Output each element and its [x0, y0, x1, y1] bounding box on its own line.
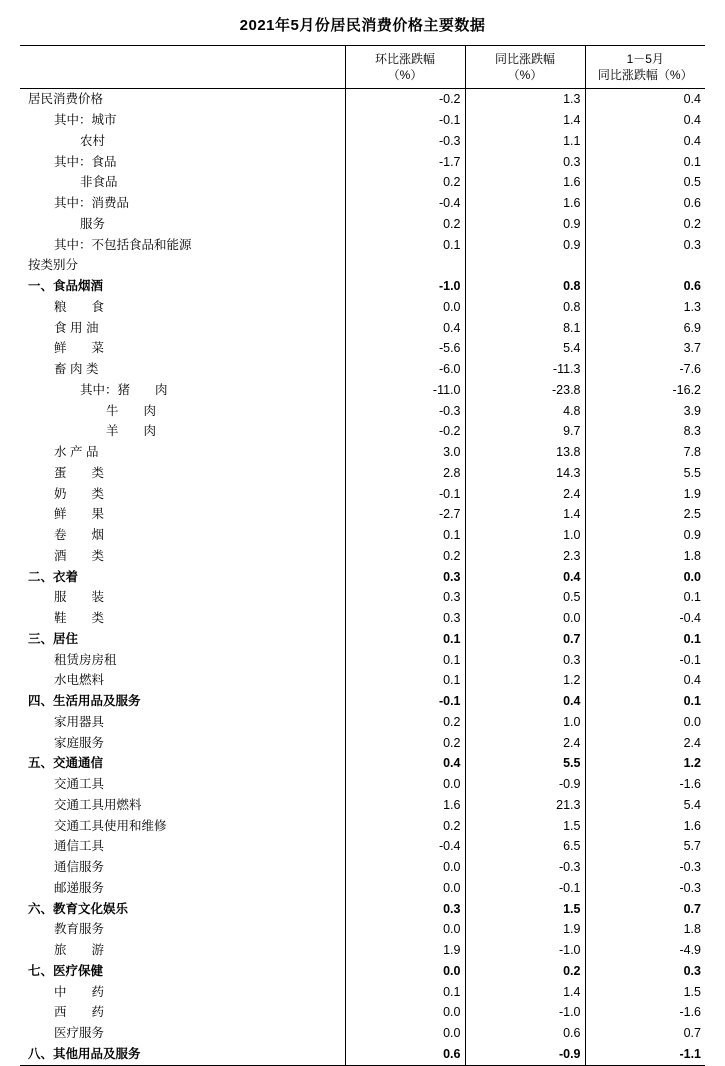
table-row [20, 878, 705, 899]
row-value-ytd: 0.5 [683, 175, 701, 190]
row-label-text: 鲜 果 [54, 507, 105, 522]
row-label [20, 401, 345, 422]
row-label-text: 蛋 类 [54, 465, 105, 480]
row-value-mom: 0.0 [345, 297, 465, 318]
row-label [20, 546, 345, 567]
row-label [20, 442, 345, 463]
row-value-ytd: 0.1 [683, 694, 701, 709]
row-value-ytd: 1.8 [683, 548, 701, 563]
row-value-mom: 3.0 [345, 442, 465, 463]
row-value-ytd: 2.4 [683, 735, 701, 750]
row-value-ytd: 0.1 [683, 590, 701, 605]
row-value-yoy: 0.5 [465, 587, 585, 608]
row-value-yoy: 1.5 [465, 899, 585, 920]
row-value-yoy: 0.4 [465, 691, 585, 712]
row-label-text: 五、交通通信 [28, 756, 104, 771]
column-header-ytd-line1: 1－5月 [626, 52, 664, 66]
row-label [20, 1044, 345, 1065]
row-label-text: 其中：城市 [54, 113, 117, 128]
row-value-mom: 0.2 [345, 712, 465, 733]
table-row [20, 982, 705, 1003]
row-label-text: 交通工具用燃料 [54, 797, 142, 812]
table-row [20, 525, 705, 546]
row-label [20, 380, 345, 401]
row-value-mom: -5.6 [345, 338, 465, 359]
row-value-mom: -0.2 [345, 421, 465, 442]
row-value-ytd: -1.1 [585, 1044, 705, 1065]
row-value-mom: 0.3 [345, 608, 465, 629]
column-header-ytd [585, 46, 705, 89]
row-value-ytd: 0.1 [683, 631, 701, 646]
table-row [20, 608, 705, 629]
row-value-ytd: 0.0 [683, 569, 701, 584]
table-row [20, 318, 705, 339]
table-row [20, 919, 705, 940]
row-value-mom: 0.0 [345, 878, 465, 899]
row-value-mom: -11.0 [345, 380, 465, 401]
row-label-text: 粮 食 [54, 299, 105, 314]
row-label [20, 359, 345, 380]
row-value-ytd [585, 255, 705, 276]
row-label-text: 水电燃料 [54, 673, 105, 688]
table-row [20, 276, 705, 297]
row-value-ytd: 0.4 [683, 133, 701, 148]
row-value-yoy: 1.6 [465, 172, 585, 193]
row-value-yoy: 0.8 [465, 276, 585, 297]
row-label [20, 691, 345, 712]
column-header-yoy [465, 46, 585, 89]
row-value-ytd: 6.9 [683, 320, 701, 335]
table-row [20, 795, 705, 816]
table-row [20, 670, 705, 691]
row-label-text: 其中：消费品 [54, 196, 130, 211]
row-value-ytd: 1.8 [683, 922, 701, 937]
row-value-yoy: 0.8 [465, 297, 585, 318]
row-value-mom: 0.2 [345, 816, 465, 837]
row-value-yoy: 0.0 [465, 608, 585, 629]
row-value-yoy: 5.5 [465, 753, 585, 774]
row-label-text: 西 药 [54, 1005, 105, 1020]
table-row [20, 1002, 705, 1023]
column-header-yoy-line1: 同比涨跌幅 [494, 52, 555, 66]
row-value-ytd: 1.5 [683, 984, 701, 999]
column-header-yoy-line2: （%） [507, 68, 543, 83]
row-value-yoy: 1.3 [465, 89, 585, 110]
row-label [20, 421, 345, 442]
row-value-ytd: 2.5 [683, 507, 701, 522]
table-row [20, 442, 705, 463]
row-label-text: 鲜 菜 [54, 341, 105, 356]
table-row [20, 774, 705, 795]
row-value-ytd: 0.7 [683, 901, 701, 916]
row-label-text: 按类别分 [28, 258, 79, 273]
row-value-yoy: -1.0 [465, 1002, 585, 1023]
row-label-text: 中 药 [54, 984, 105, 999]
row-label [20, 608, 345, 629]
table-row [20, 421, 705, 442]
row-label-text: 农村 [80, 133, 106, 148]
row-label [20, 525, 345, 546]
row-label [20, 836, 345, 857]
row-value-ytd: 0.9 [683, 528, 701, 543]
row-value-yoy: 4.8 [465, 401, 585, 422]
table-row [20, 380, 705, 401]
row-value-yoy: -23.8 [465, 380, 585, 401]
row-value-mom: 0.1 [345, 629, 465, 650]
row-value-yoy: 13.8 [465, 442, 585, 463]
row-value-mom: 1.9 [345, 940, 465, 961]
row-label [20, 297, 345, 318]
row-value-mom: 1.6 [345, 795, 465, 816]
row-value-mom: -0.1 [345, 484, 465, 505]
row-value-mom: 2.8 [345, 463, 465, 484]
table-row [20, 816, 705, 837]
row-label-text: 羊 肉 [106, 424, 157, 439]
row-value-yoy: 0.2 [465, 961, 585, 982]
row-label [20, 1023, 345, 1044]
row-label [20, 899, 345, 920]
table-row [20, 857, 705, 878]
row-value-ytd: 5.7 [683, 839, 701, 854]
row-value-mom: 0.2 [345, 733, 465, 754]
table-row [20, 650, 705, 671]
row-value-mom: 0.3 [345, 899, 465, 920]
row-value-ytd: 3.9 [683, 403, 701, 418]
row-label-text: 家用器具 [54, 714, 105, 729]
row-label-text: 服 装 [54, 590, 105, 605]
row-label-text: 旅 游 [54, 943, 105, 958]
row-value-mom: -0.4 [345, 193, 465, 214]
row-value-yoy: 21.3 [465, 795, 585, 816]
row-value-yoy: -0.9 [465, 1044, 585, 1065]
row-label-text: 其中：不包括食品和能源 [54, 237, 192, 252]
table-row [20, 152, 705, 173]
table-row [20, 235, 705, 256]
column-header-label [20, 46, 345, 89]
row-value-ytd: 0.4 [683, 673, 701, 688]
row-label-text: 非食品 [80, 175, 118, 190]
row-value-mom: 0.4 [345, 753, 465, 774]
table-row [20, 359, 705, 380]
table-row [20, 836, 705, 857]
row-label-text: 牛 肉 [106, 403, 157, 418]
row-value-yoy: 0.3 [465, 650, 585, 671]
row-label [20, 670, 345, 691]
row-label [20, 1002, 345, 1023]
row-label-text: 奶 类 [54, 486, 105, 501]
row-value-yoy: 1.4 [465, 982, 585, 1003]
row-value-ytd: 1.9 [683, 486, 701, 501]
row-label-text: 医疗服务 [54, 1026, 105, 1041]
row-value-ytd: 0.4 [683, 92, 701, 107]
row-label [20, 857, 345, 878]
row-label [20, 110, 345, 131]
row-value-ytd: 1.3 [683, 299, 701, 314]
row-label [20, 131, 345, 152]
column-header-mom-line2: （%） [387, 68, 423, 83]
row-label-text: 通信工具 [54, 839, 105, 854]
row-value-ytd: -4.9 [679, 943, 701, 958]
row-label [20, 172, 345, 193]
row-label-text: 交通工具使用和维修 [54, 818, 167, 833]
row-value-yoy: 6.5 [465, 836, 585, 857]
row-value-mom: 0.0 [345, 1023, 465, 1044]
column-header-ytd-line2: 同比涨跌幅（%） [597, 68, 693, 83]
row-value-yoy: 0.7 [465, 629, 585, 650]
row-value-mom: -1.0 [345, 276, 465, 297]
row-value-yoy: 1.6 [465, 193, 585, 214]
table-header-row [20, 46, 705, 89]
row-value-yoy: 1.4 [465, 110, 585, 131]
row-value-ytd: -0.1 [679, 652, 701, 667]
row-value-mom: -0.1 [345, 691, 465, 712]
table-row [20, 712, 705, 733]
row-value-mom: 0.0 [345, 961, 465, 982]
table-row [20, 567, 705, 588]
row-label-text: 畜 肉 类 [54, 362, 99, 377]
table-row [20, 110, 705, 131]
row-label [20, 940, 345, 961]
row-value-mom: 0.0 [345, 857, 465, 878]
row-label-text: 卷 烟 [54, 528, 105, 543]
table-row [20, 733, 705, 754]
row-label-text: 四、生活用品及服务 [28, 694, 141, 709]
row-label-text: 居民消费价格 [28, 92, 104, 107]
table-row [20, 172, 705, 193]
row-value-mom: -6.0 [345, 359, 465, 380]
row-label [20, 214, 345, 235]
row-label-text: 六、教育文化娱乐 [28, 901, 129, 916]
table-row [20, 1044, 705, 1065]
row-label [20, 463, 345, 484]
row-label [20, 982, 345, 1003]
row-label [20, 484, 345, 505]
cpi-data-table [20, 45, 705, 1066]
row-value-mom: 0.1 [345, 670, 465, 691]
table-row [20, 1023, 705, 1044]
row-value-ytd: -1.6 [679, 777, 701, 792]
row-value-ytd: 0.6 [683, 279, 701, 294]
row-label-text: 八、其他用品及服务 [28, 1046, 141, 1061]
row-label-text: 租赁房房租 [54, 652, 117, 667]
row-label [20, 567, 345, 588]
row-label [20, 816, 345, 837]
row-value-yoy: 0.9 [465, 235, 585, 256]
row-label [20, 338, 345, 359]
row-label [20, 753, 345, 774]
row-value-mom: 0.0 [345, 774, 465, 795]
row-value-mom: -1.7 [345, 152, 465, 173]
row-label-text: 七、医疗保健 [28, 963, 104, 978]
row-label-text: 家庭服务 [54, 735, 105, 750]
row-value-mom: -0.3 [345, 401, 465, 422]
row-value-yoy: 5.4 [465, 338, 585, 359]
row-value-yoy: 9.7 [465, 421, 585, 442]
row-value-mom: 0.1 [345, 525, 465, 546]
row-value-ytd: 7.8 [683, 445, 701, 460]
row-value-yoy: 1.0 [465, 712, 585, 733]
row-value-mom: 0.4 [345, 318, 465, 339]
row-value-ytd: 0.4 [683, 113, 701, 128]
row-label [20, 89, 345, 110]
row-value-ytd: -0.4 [679, 611, 701, 626]
table-header [20, 46, 705, 89]
row-label [20, 650, 345, 671]
table-row [20, 629, 705, 650]
row-label [20, 795, 345, 816]
row-label-text: 三、居住 [28, 631, 79, 646]
row-value-mom: 0.0 [345, 1002, 465, 1023]
row-label-text: 邮递服务 [54, 880, 105, 895]
row-label-text: 水 产 品 [54, 445, 99, 460]
row-value-ytd: 5.4 [683, 797, 701, 812]
row-value-yoy: 14.3 [465, 463, 585, 484]
table-row [20, 193, 705, 214]
row-value-yoy: 1.2 [465, 670, 585, 691]
row-label [20, 774, 345, 795]
row-label [20, 629, 345, 650]
row-value-mom: -2.7 [345, 504, 465, 525]
row-label-text: 其中：食品 [54, 154, 117, 169]
row-label-text: 教育服务 [54, 922, 105, 937]
table-row [20, 546, 705, 567]
row-value-mom: -0.1 [345, 110, 465, 131]
row-value-yoy: 0.6 [465, 1023, 585, 1044]
row-value-ytd: 3.7 [683, 341, 701, 356]
row-label [20, 276, 345, 297]
row-value-mom: -0.2 [345, 89, 465, 110]
row-value-yoy: 1.0 [465, 525, 585, 546]
row-value-mom: 0.3 [345, 567, 465, 588]
table-row [20, 338, 705, 359]
row-label [20, 152, 345, 173]
row-value-ytd: 0.1 [683, 154, 701, 169]
row-value-mom: 0.2 [345, 546, 465, 567]
table-row [20, 131, 705, 152]
table-row [20, 214, 705, 235]
row-value-yoy: 2.4 [465, 484, 585, 505]
row-label [20, 235, 345, 256]
table-row [20, 899, 705, 920]
row-label-text: 通信服务 [54, 860, 105, 875]
row-value-yoy: 2.3 [465, 546, 585, 567]
row-label [20, 255, 345, 276]
row-label [20, 712, 345, 733]
row-label-text: 酒 类 [54, 548, 105, 563]
row-label-text: 交通工具 [54, 777, 105, 792]
row-value-yoy [465, 255, 585, 276]
table-row [20, 89, 705, 110]
row-value-mom: 0.2 [345, 214, 465, 235]
row-value-ytd: 0.6 [683, 196, 701, 211]
row-label [20, 878, 345, 899]
row-value-ytd: 8.3 [683, 424, 701, 439]
row-label [20, 733, 345, 754]
row-value-mom: 0.3 [345, 587, 465, 608]
row-value-yoy: 0.9 [465, 214, 585, 235]
table-row [20, 463, 705, 484]
row-value-mom: 0.1 [345, 650, 465, 671]
row-label [20, 504, 345, 525]
column-header-mom [345, 46, 465, 89]
row-value-yoy: -0.9 [465, 774, 585, 795]
row-label [20, 193, 345, 214]
row-value-ytd: 1.2 [683, 756, 701, 771]
table-row [20, 587, 705, 608]
row-value-ytd: 0.3 [683, 963, 701, 978]
row-value-ytd: 0.7 [683, 1026, 701, 1041]
table-row [20, 484, 705, 505]
table-row [20, 297, 705, 318]
row-label [20, 961, 345, 982]
table-row [20, 401, 705, 422]
row-label [20, 587, 345, 608]
row-value-mom: 0.6 [345, 1044, 465, 1065]
row-value-ytd: -7.6 [679, 362, 701, 377]
table-row [20, 753, 705, 774]
row-label-text: 二、衣着 [28, 569, 79, 584]
row-value-mom: 0.2 [345, 172, 465, 193]
row-label [20, 318, 345, 339]
row-label [20, 919, 345, 940]
row-value-ytd: -0.3 [679, 880, 701, 895]
row-label-text: 鞋 类 [54, 611, 105, 626]
row-value-mom [345, 255, 465, 276]
row-value-ytd: -0.3 [679, 860, 701, 875]
row-label-text: 食 用 油 [54, 320, 99, 335]
row-value-yoy: 0.4 [465, 567, 585, 588]
row-value-ytd: 1.6 [683, 818, 701, 833]
table-row [20, 691, 705, 712]
row-value-yoy: 1.1 [465, 131, 585, 152]
row-value-yoy: 8.1 [465, 318, 585, 339]
table-row [20, 940, 705, 961]
table-row [20, 961, 705, 982]
row-value-ytd: -1.6 [679, 1005, 701, 1020]
row-value-yoy: -0.1 [465, 878, 585, 899]
row-value-yoy: -11.3 [465, 359, 585, 380]
row-value-mom: 0.0 [345, 919, 465, 940]
row-value-yoy: 1.5 [465, 816, 585, 837]
row-label-text: 一、食品烟酒 [28, 279, 104, 294]
column-header-mom-line1: 环比涨跌幅 [374, 52, 435, 66]
table-row [20, 255, 705, 276]
row-value-yoy: 1.9 [465, 919, 585, 940]
row-value-ytd: 0.0 [683, 714, 701, 729]
row-label-text: 服务 [80, 216, 106, 231]
table-row [20, 504, 705, 525]
row-value-yoy: -0.3 [465, 857, 585, 878]
row-value-yoy: 1.4 [465, 504, 585, 525]
row-value-yoy: 2.4 [465, 733, 585, 754]
row-value-mom: 0.1 [345, 982, 465, 1003]
page-title: 2021年5月份居民消费价格主要数据 [239, 17, 486, 34]
row-value-yoy: -1.0 [465, 940, 585, 961]
row-label-text: 其中：猪 肉 [80, 382, 168, 397]
row-value-mom: -0.3 [345, 131, 465, 152]
row-value-ytd: 0.3 [683, 237, 701, 252]
table-body [20, 89, 705, 1065]
row-value-ytd: 5.5 [683, 465, 701, 480]
row-value-mom: -0.4 [345, 836, 465, 857]
row-value-yoy: 0.3 [465, 152, 585, 173]
row-value-mom: 0.1 [345, 235, 465, 256]
row-value-ytd: -16.2 [672, 382, 701, 397]
row-value-ytd: 0.2 [683, 216, 701, 231]
